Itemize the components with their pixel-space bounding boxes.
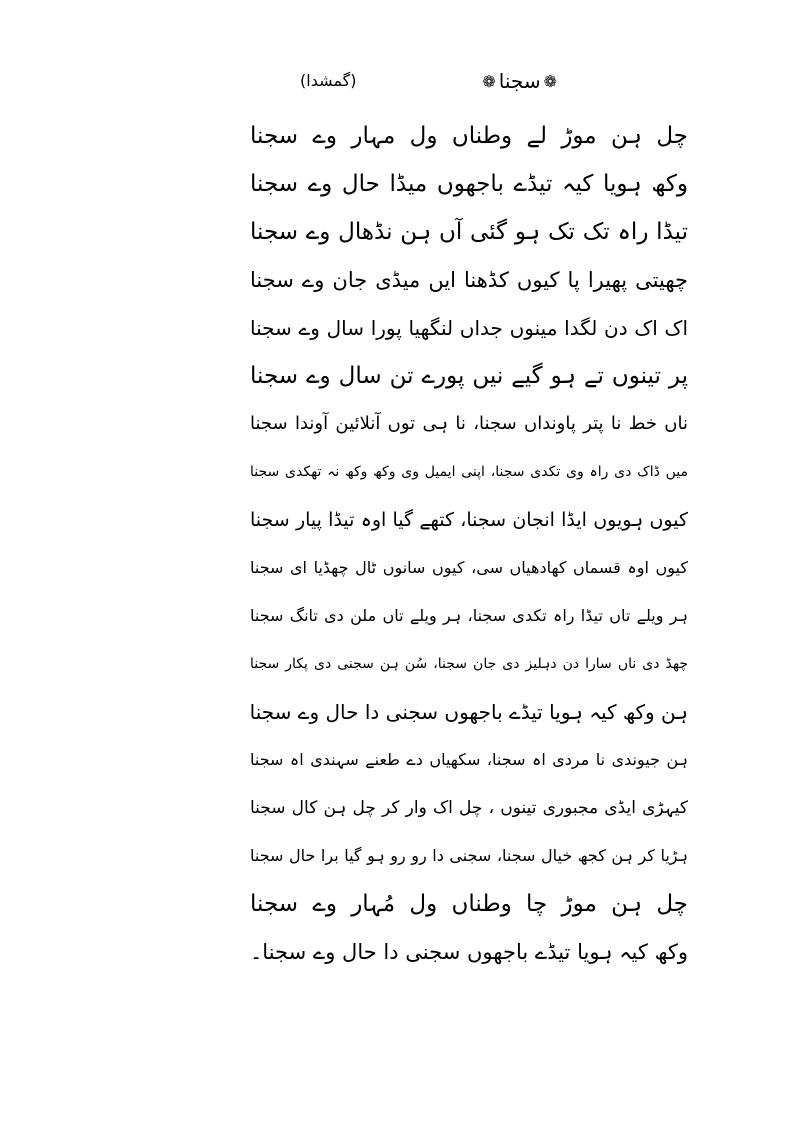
verse-line: چل ہن موڑ چا وطناں ول مُہار وے سجنا — [250, 891, 688, 917]
verse-line: پر تینوں تے ہو گیے نیں پورے تن سال وے سجنا — [250, 363, 688, 389]
verse-line: ہڑیا کر ہن کجھ خیال سجنا، سجنی دا رو رو ہو گیا برا حال سجنا — [250, 846, 688, 865]
poem-title — [479, 66, 560, 97]
verse-line: چھیتی پھیرا پا کیوں کڈھنا ایں میڈی جان وے سجنا — [250, 268, 688, 292]
verse-line: کیوں ہویوں ایڈا انجان سجنا، کتھے گیا اوہ تیڈا پیار سجنا — [250, 509, 688, 531]
verse-line: کیہڑی ایڈی مجبوری تینوں ، چل اک وار کر چل ہن کال سجنا — [250, 798, 688, 818]
verse-line: وکھ کیہ ہویا تیڈے باجھوں سجنی دا حال وے سجنا۔ — [250, 940, 688, 964]
verse-line: ہن وکھ کیہ ہویا تیڈے باجھوں سجنی دا حال وے سجنا — [250, 700, 688, 724]
ornament-icon: ❁ — [482, 72, 496, 91]
verse-line: ہن جیوندی نا مردی اہ سجنا، سکھیاں دے طعنے سہندی اہ سجنا — [250, 750, 688, 769]
poem-header — [300, 66, 560, 98]
poem-title-text: سجنا — [498, 69, 541, 93]
verse-line: چل ہن موڑ لے وطناں ول مہار وے سجنا — [250, 123, 688, 149]
verse-line: ہر ویلے تاں تیڈا راہ تکدی سجنا، ہر ویلے تاں ملن دی تانگ سجنا — [250, 606, 688, 625]
verse-line: کیوں اوہ قسماں کھادھیاں سی، کیوں سانوں ٹال چھڈیا ای سجنا — [250, 558, 688, 577]
verse-line: میں ڈاک دی راہ وی تکدی سجنا، اپنی ایمیل وی وکھ وکھ نہ تھکدی سجنا — [250, 464, 688, 480]
poet-name: (گمشدا) — [300, 71, 357, 90]
verse-line: چھڈ دی ناں سارا دن دہلیز دی جان سجنا، سُن ہن سجنی دی پکار سجنا — [250, 656, 688, 672]
verse-line: تیڈا راہ تک تک ہو گئی آں ہن نڈھال وے سجنا — [250, 219, 688, 245]
verse-line: وکھ ہویا کیہ تیڈے باجھوں میڈا حال وے سجنا — [250, 171, 688, 197]
ornament-icon: ❁ — [543, 72, 557, 91]
verse-line: اک اک دن لگدا مینوں جداں لنگھیا پورا سال وے سجنا — [250, 316, 688, 340]
poem-body — [250, 112, 688, 976]
verse-line: ناں خط نا پتر پاونداں سجنا، نا ہی توں آنلائین آوندا سجنا — [250, 413, 688, 434]
